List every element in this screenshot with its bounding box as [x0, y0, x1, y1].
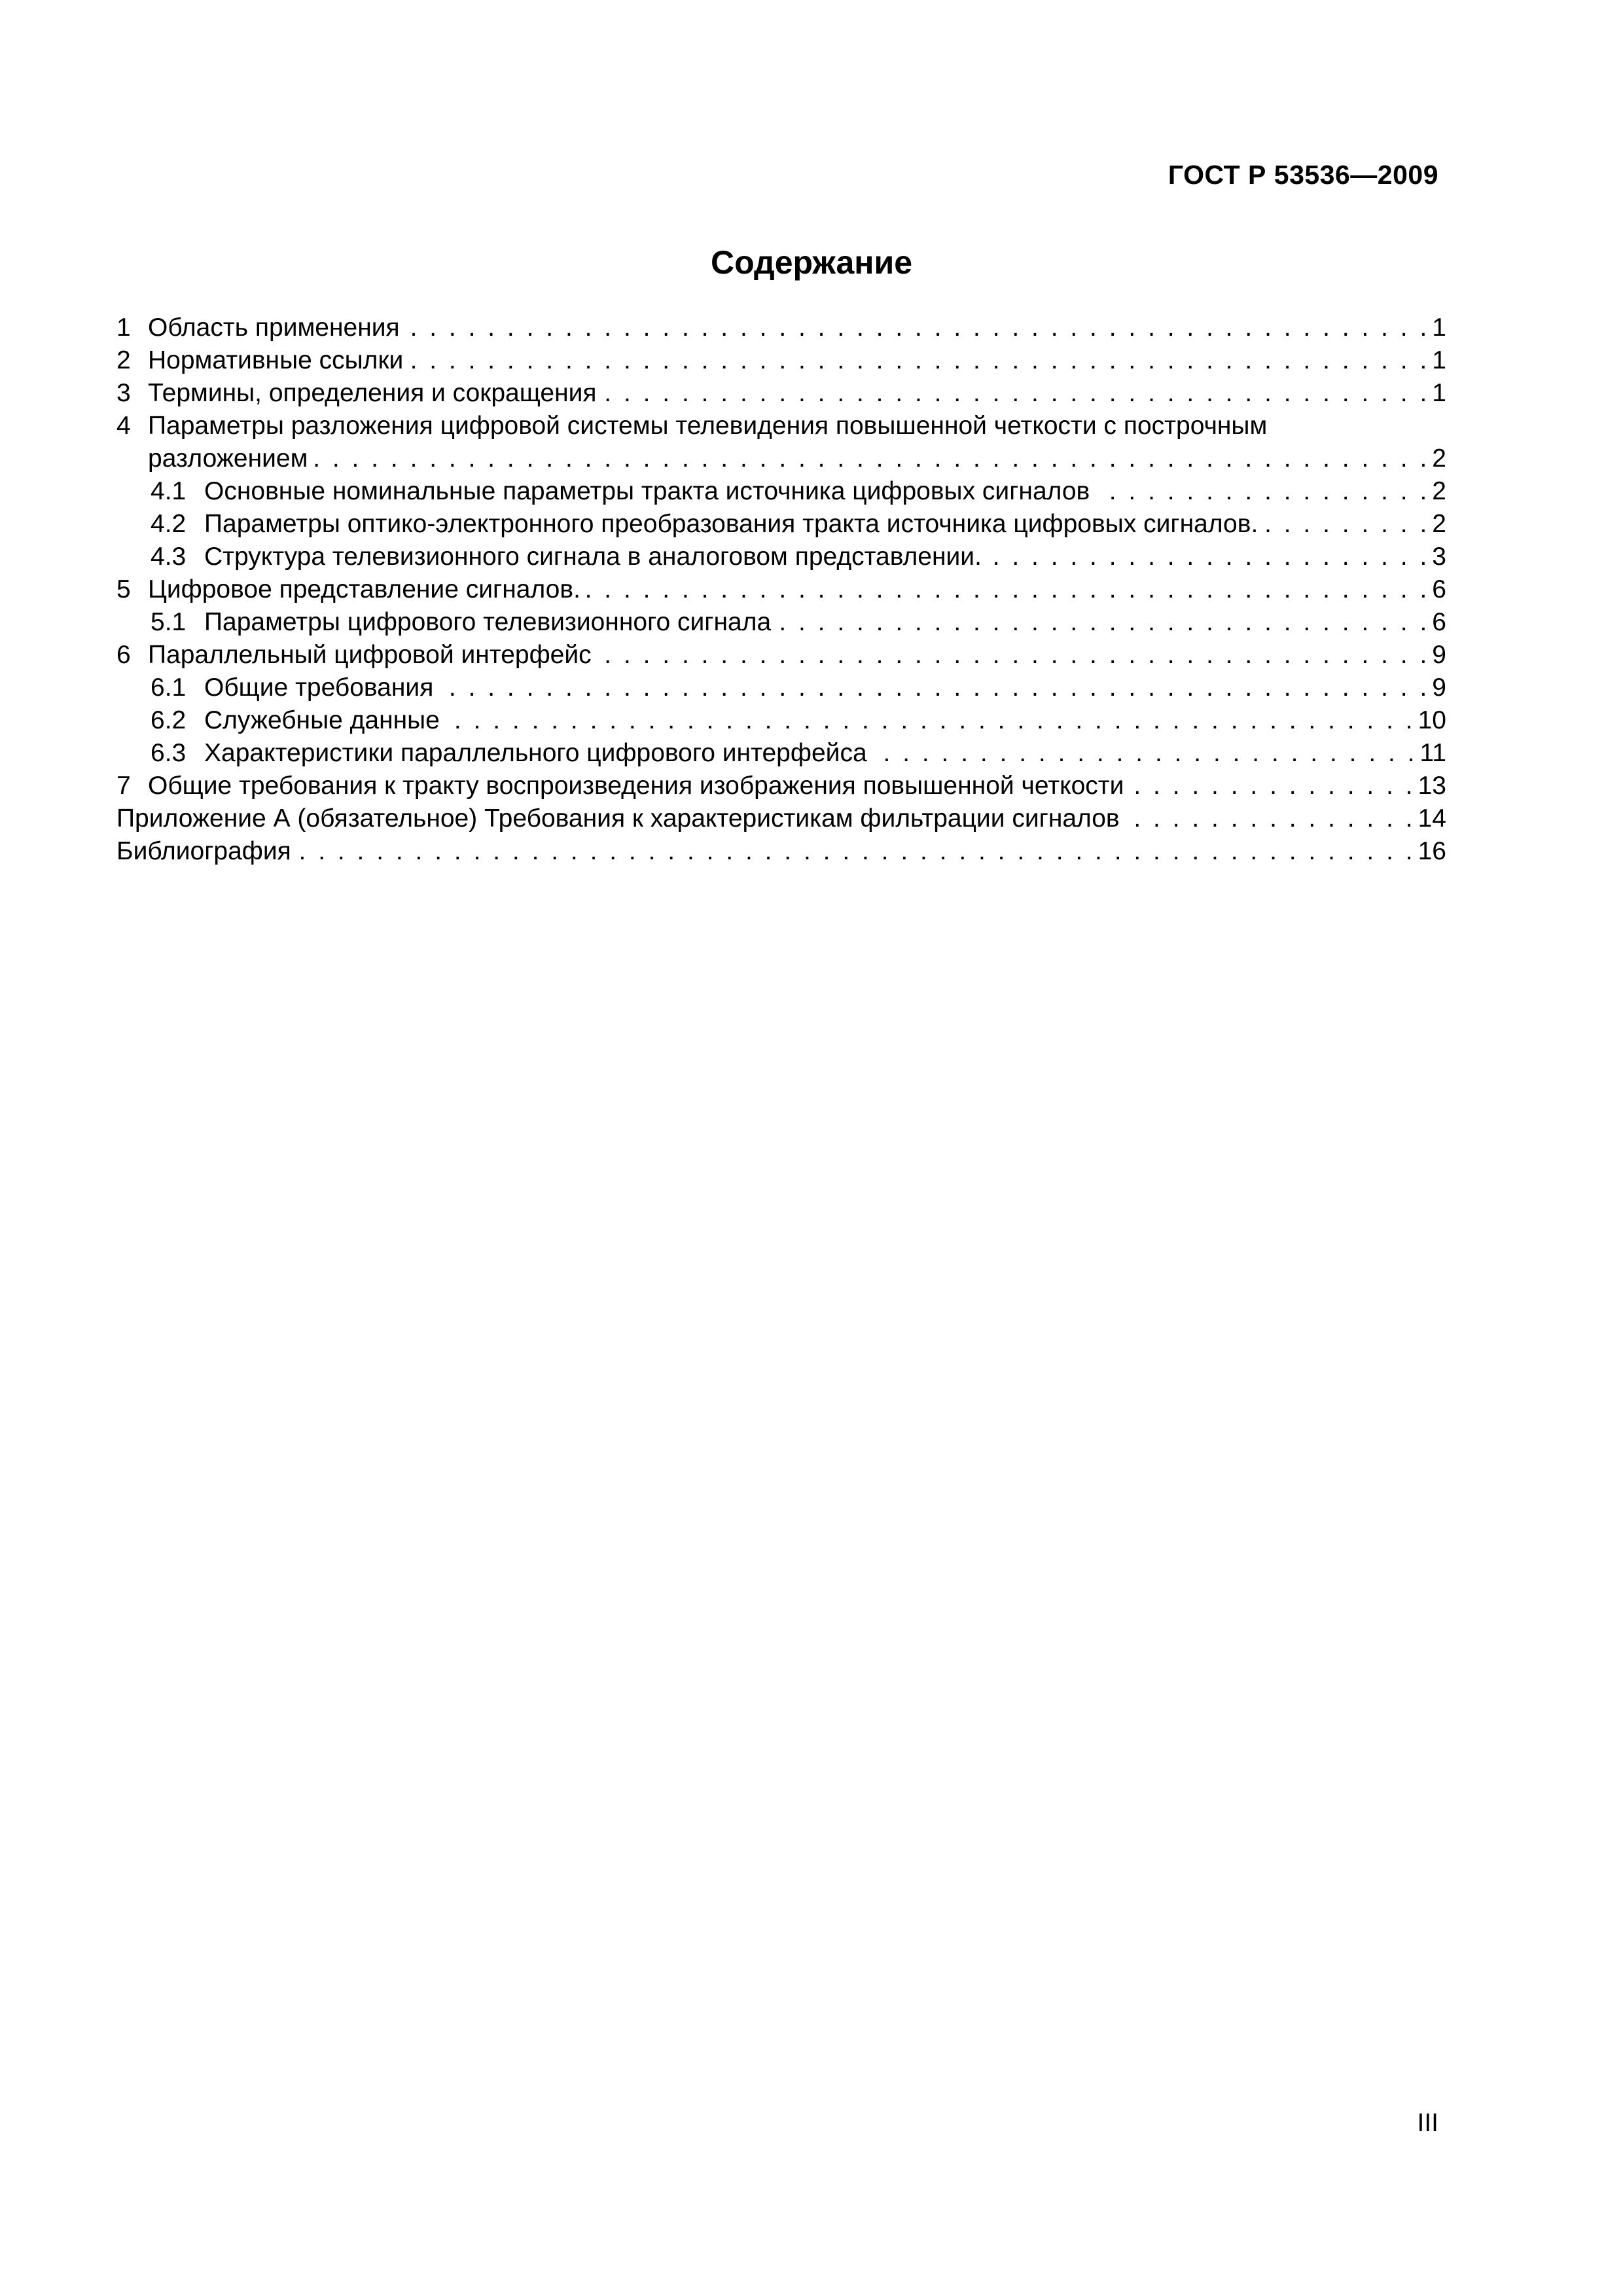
toc-entry-title: Нормативные ссылки [148, 346, 404, 374]
toc-entry-4-2[interactable] [116, 508, 1446, 541]
toc-entry-appendix-a[interactable] [116, 802, 1446, 835]
toc-dot-leader [872, 737, 1418, 770]
toc-entry-number: 4.2 [151, 510, 187, 538]
toc-dot-leader [1129, 770, 1415, 802]
toc-entry-number: 6 [116, 641, 131, 669]
toc-entry-6[interactable] [116, 639, 1446, 672]
toc-entry-page: 2 [1429, 508, 1446, 541]
toc-dot-leader [438, 672, 1429, 704]
toc-entry-page: 9 [1429, 672, 1446, 704]
toc-entry-title: Основные номинальные параметры тракта источника цифровых сигналов [204, 477, 1090, 505]
page-number: III [1417, 2109, 1438, 2137]
toc-entry-title: Общие требования к тракту воспроизведения изображения повышенной четкости [148, 772, 1124, 800]
toc-entry-title: Параметры разложения цифровой системы телевидения повышенной четкости с построчным [148, 412, 1268, 440]
toc-entry-number: 6.1 [151, 673, 187, 702]
toc-entry-3[interactable] [116, 377, 1446, 410]
toc-entry-number: 6.2 [151, 706, 187, 734]
toc-entry-page: 9 [1429, 639, 1446, 672]
toc-entry-2[interactable] [116, 344, 1446, 377]
toc-entry-title: Общие требования [204, 673, 434, 702]
toc-entry-title: Служебные данные [204, 706, 440, 734]
toc-entry-4-1[interactable] [116, 475, 1446, 508]
toc-entry-title: Параллельный цифровой интерфейс [148, 641, 592, 669]
toc-entry-6-3[interactable] [116, 737, 1446, 770]
toc-entry-page: 6 [1429, 573, 1446, 606]
toc-dot-leader [313, 442, 1429, 475]
toc-entry-5[interactable] [116, 573, 1446, 606]
toc-entry-page: 1 [1429, 377, 1446, 410]
toc-title: Содержание [710, 244, 913, 281]
toc-entry-7[interactable] [116, 770, 1446, 802]
toc-entry-page: 11 [1418, 737, 1447, 770]
toc-entry-title: Термины, определения и сокращения [148, 379, 597, 407]
toc-entry-number: 5 [116, 575, 131, 603]
toc-entry-6-1[interactable] [116, 672, 1446, 704]
toc-entry-page: 1 [1429, 344, 1446, 377]
toc-dot-leader [776, 606, 1429, 639]
toc-dot-leader [1095, 475, 1429, 508]
toc-entry-number: 4.3 [151, 543, 187, 571]
toc-entry-title: Цифровое представление сигналов. [148, 575, 580, 603]
toc-dot-leader [1125, 802, 1416, 835]
toc-dot-leader [408, 344, 1429, 377]
toc-dot-leader [602, 377, 1430, 410]
toc-entry-number: 1 [116, 314, 131, 342]
toc-entry-5-1[interactable] [116, 606, 1446, 639]
toc-entry-page: 10 [1416, 704, 1446, 737]
toc-entry-title: Характеристики параллельного цифрового интерфейса [204, 739, 867, 767]
toc-entry-4-3[interactable] [116, 541, 1446, 573]
toc-entry-number: 4.1 [151, 477, 187, 505]
toc-entry-4[interactable] [116, 410, 1446, 442]
toc-dot-leader [1263, 508, 1429, 541]
toc-entry-title: Параметры оптико-электронного преобразования тракта источника цифровых сигналов. [204, 510, 1258, 538]
toc-dot-leader [586, 573, 1429, 606]
toc-entry-number: 3 [116, 379, 131, 407]
toc-entry-number: 6.3 [151, 739, 187, 767]
toc-entry-bibliography[interactable] [116, 835, 1446, 868]
toc-dot-leader [987, 541, 1429, 573]
toc-dot-leader [445, 704, 1416, 737]
toc-entry-page: 2 [1429, 475, 1446, 508]
toc-entry-page: 16 [1416, 835, 1446, 868]
toc-entry-title-continuation: разложением [148, 442, 313, 475]
toc-entry-page: 14 [1416, 802, 1446, 835]
toc-entry-number: 5.1 [151, 608, 187, 636]
toc-entry-title: Область применения [148, 314, 400, 342]
toc-entry-title: Библиография [116, 835, 296, 868]
table-of-contents [116, 312, 1446, 868]
toc-entry-title: Параметры цифрового телевизионного сигнала [204, 608, 772, 636]
toc-entry-page: 2 [1429, 442, 1446, 475]
toc-entry-title: Приложение А (обязательное) Требования к характеристикам фильтрации сигналов [116, 802, 1125, 835]
toc-entry-page: 13 [1416, 770, 1446, 802]
toc-entry-number: 2 [116, 346, 131, 374]
toc-entry-page: 1 [1429, 312, 1446, 344]
toc-entry-6-2[interactable] [116, 704, 1446, 737]
toc-dot-leader [405, 312, 1430, 344]
toc-entry-4-continuation[interactable] [116, 442, 1446, 475]
toc-entry-page: 6 [1429, 606, 1446, 639]
toc-entry-page: 3 [1429, 541, 1446, 573]
toc-dot-leader [597, 639, 1430, 672]
toc-entry-1[interactable] [116, 312, 1446, 344]
document-code: ГОСТ Р 53536—2009 [1168, 160, 1438, 190]
toc-dot-leader [296, 835, 1416, 868]
toc-entry-number: 4 [116, 412, 131, 440]
toc-entry-title: Структура телевизионного сигнала в аналоговом представлении. [204, 543, 982, 571]
toc-entry-number: 7 [116, 772, 131, 800]
